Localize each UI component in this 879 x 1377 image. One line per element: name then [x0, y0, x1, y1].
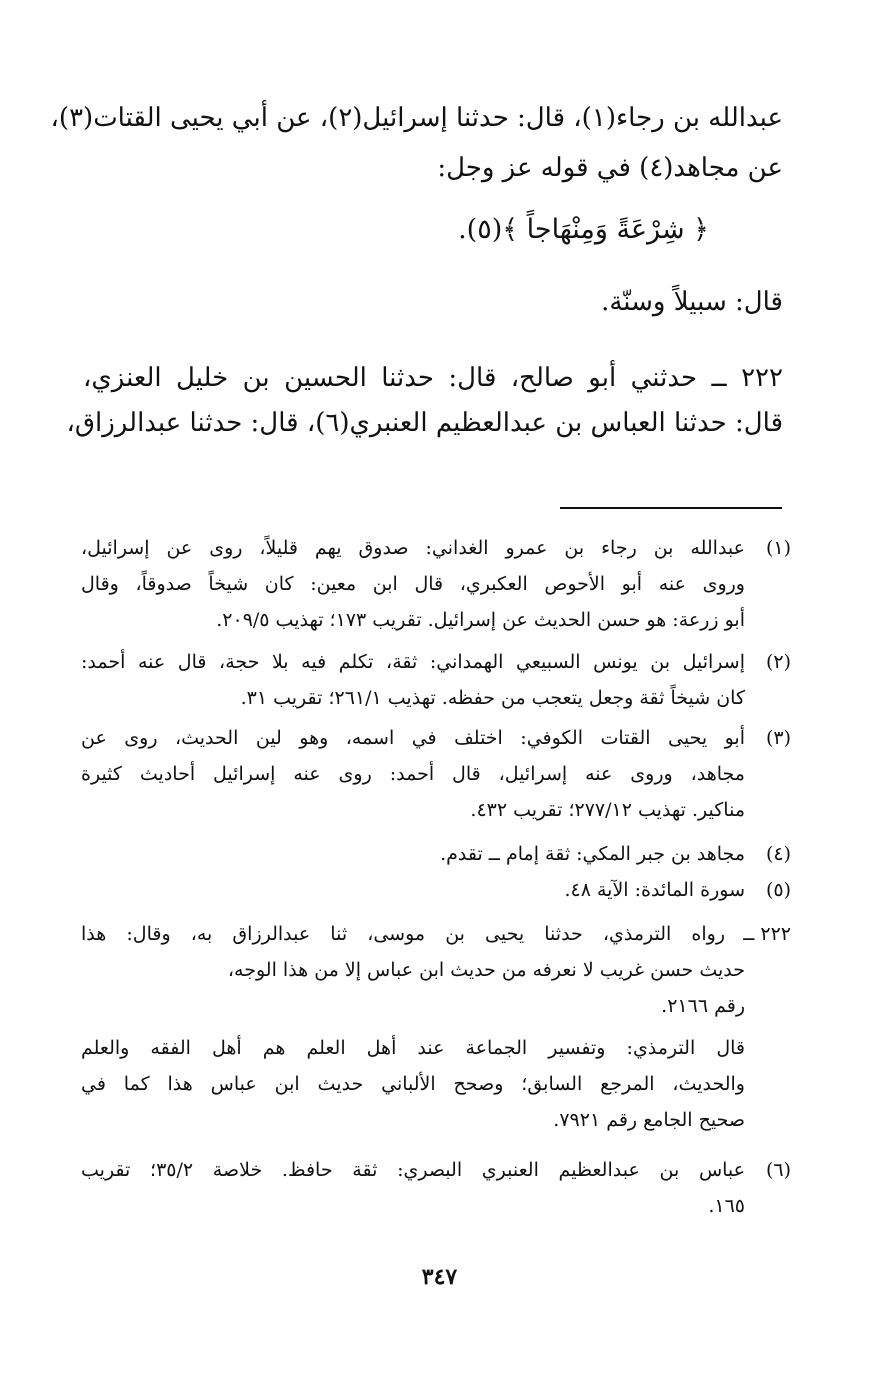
main-text-line: عن مجاهد(٤) في قوله عز وجل: — [437, 153, 783, 183]
footnote-line: وروى عنه أبو الأحوص العكبري، قال ابن معين: كان شيخاً صدوقاً، وقال — [81, 573, 745, 595]
footnote-line: صحيح الجامع رقم ٧٩٢١. — [553, 1109, 745, 1131]
page-number: ٣٤٧ — [421, 1264, 458, 1290]
quran-verse: ﴿ شِرْعَةً وَمِنْهَاجاً ﴾(٥). — [458, 214, 709, 245]
footnote-line: رقم ٢١٦٦. — [661, 995, 745, 1017]
footnote-line: أبو زرعة: هو حسن الحديث عن إسرائيل. تقريب ١٧٣؛ تهذيب ٢٠٩/٥. — [216, 609, 745, 631]
main-text-line: قال: حدثنا العباس بن عبدالعظيم العنبري(٦)، قال: حدثنا عبدالرزاق، — [66, 408, 783, 438]
footnote-number: (٣) — [765, 727, 791, 749]
footnote-number: (٢) — [765, 651, 791, 673]
footnote-number: ٢٢٢ ــ — [743, 923, 791, 945]
footnote-line: كان شيخاً ثقة وجعل يتعجب من حفظه. تهذيب ٢٦١/١؛ تقريب ٣١. — [240, 687, 745, 709]
main-text-line: عبدالله بن رجاء(١)، قال: حدثنا إسرائيل(٢)، عن أبي يحيى القتات(٣)، — [50, 103, 783, 133]
footnote-divider — [560, 507, 782, 509]
footnote-line: عبدالله بن رجاء بن عمرو الغداني: صدوق يهم قليلاً، روى عن إسرائيل، — [81, 537, 745, 559]
footnote-number: (٥) — [765, 879, 791, 901]
footnote-line: سورة المائدة: الآية ٤٨. — [564, 879, 745, 901]
footnote-line: مناكير. تهذيب ٢٧٧/١٢؛ تقريب ٤٣٢. — [470, 799, 745, 821]
footnote-line: ١٦٥. — [708, 1195, 745, 1217]
footnote-number: (٦) — [765, 1159, 791, 1181]
footnote-line: أبو يحيى القتات الكوفي: اختلف في اسمه، وهو لين الحديث، روى عن — [81, 727, 745, 749]
footnote-line: عباس بن عبدالعظيم العنبري البصري: ثقة حافظ. خلاصة ٣٥/٢؛ تقريب — [81, 1159, 745, 1181]
footnote-line: إسرائيل بن يونس السبيعي الهمداني: ثقة، تكلم فيه بلا حجة، قال عنه أحمد: — [81, 651, 745, 673]
footnote-line: حديث حسن غريب لا نعرفه من حديث ابن عباس إلا من هذا الوجه، — [227, 959, 745, 981]
footnote-line: رواه الترمذي، حدثنا يحيى بن موسى، ثنا عبدالرزاق به، وقال: هذا — [81, 923, 725, 945]
footnote-line: مجاهد، وروى عنه إسرائيل، قال أحمد: روى عنه إسرائيل أحاديث كثيرة — [81, 763, 745, 785]
footnote-line: والحديث، المرجع السابق؛ وصحح الألباني حديث ابن عباس هذا كما في — [81, 1073, 745, 1095]
main-text-line: قال: سبيلاً وسنّة. — [601, 287, 783, 317]
footnote-line: قال الترمذي: وتفسير الجماعة عند أهل العلم هم أهل الفقه والعلم — [81, 1037, 745, 1059]
footnote-number: (٤) — [765, 843, 791, 865]
footnote-line: مجاهد بن جبر المكي: ثقة إمام ــ تقدم. — [440, 843, 745, 865]
hadith-number-line: ٢٢٢ ــ حدثني أبو صالح، قال: حدثنا الحسين بن خليل العنزي، — [83, 363, 783, 393]
footnote-number: (١) — [765, 537, 791, 559]
